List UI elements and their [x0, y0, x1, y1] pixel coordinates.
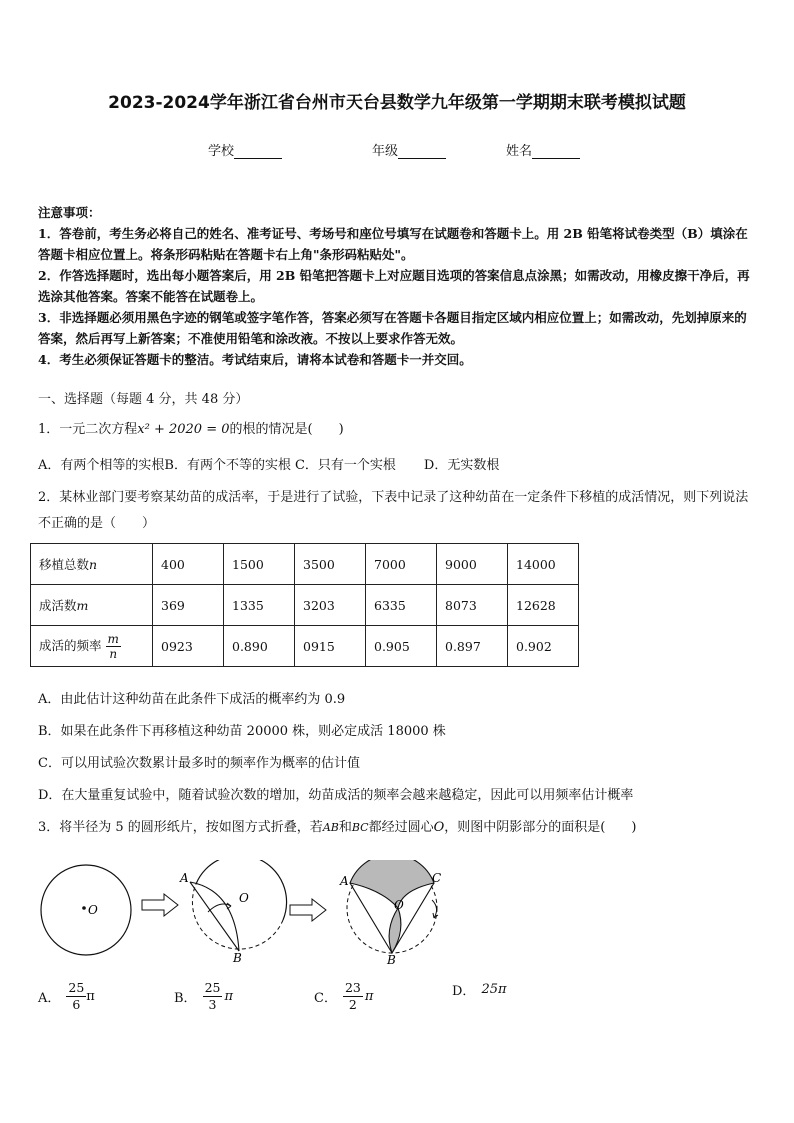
page-title: 2023-2024学年浙江省台州市天台县数学九年级第一学期期末联考模拟试题 [108, 93, 686, 113]
seedling-table [30, 543, 579, 667]
cell: 0.890 [224, 626, 295, 667]
q1-stem-before: 1．一元二次方程 [38, 422, 138, 437]
question-2-stem: 2．某林业部门要考察某幼苗的成活率，于是进行了试验，下表中记录了这种幼苗在一定条件下移植的成活情况，则下列说法不正确的是（ ） [38, 490, 749, 531]
school-label: 学校 [208, 144, 235, 159]
cell: 3203 [295, 585, 366, 626]
q2-option-c: C．可以用试验次数累计最多时的频率作为概率的估计值 [38, 756, 360, 771]
table-row [31, 585, 579, 626]
grade-blank [398, 145, 446, 159]
section-heading: 一、选择题（每题 4 分，共 48 分） [38, 392, 249, 407]
paper-circle [41, 865, 131, 955]
q1-equation: x² + 2020 = 0 [137, 422, 230, 437]
arrow-icon [290, 899, 326, 921]
school-field [208, 140, 282, 159]
center-dot [82, 906, 86, 910]
question-1 [38, 417, 758, 443]
table-row [31, 626, 579, 667]
label-b3: B [387, 953, 396, 967]
cell: 8073 [437, 585, 508, 626]
q3-option-a: A． $\frac{25}{6}$ π [38, 980, 95, 1012]
fold-arrowhead-icon [227, 903, 231, 909]
label-o3: O [394, 898, 404, 912]
cell: 1335 [224, 585, 295, 626]
arrow-icon [142, 894, 178, 916]
cell: 0915 [295, 626, 366, 667]
notes-block [38, 202, 758, 370]
q1-option-a: A．有两个相等的实根 [38, 458, 165, 473]
arc-bc: BC [351, 821, 369, 834]
notes-item-2: 2．作答选择题时，选出每小题答案后，用 2B 铅笔把答题卡上对应题目选项的答案信息点涂黑；如需改动，用橡皮擦干净后，再选涂其他答案。答案不能答在试题卷上。 [38, 268, 750, 304]
folding-figure [30, 860, 450, 975]
table-row [31, 544, 579, 585]
cell: 3500 [295, 544, 366, 585]
cell: 0923 [153, 626, 224, 667]
q3-option-c: C． $\frac{23}{2}$ π [314, 980, 374, 1012]
q3-option-d: D． 25π [452, 982, 507, 999]
cell: 12628 [508, 585, 579, 626]
q1-option-d: D．无实数根 [423, 458, 500, 473]
grade-label: 年级 [372, 144, 399, 159]
notes-item-4: 4．考生必须保证答题卡的整洁。考试结束后，请将本试卷和答题卡一并交回。 [38, 352, 472, 367]
cell: 1500 [224, 544, 295, 585]
notes-item-1: 1．答卷前，考生务必将自己的姓名、准考证号、考场号和座位号填写在试题卷和答题卡上。用 2B 铅笔将试卷类型（B）填涂在答题卡相应位置上。将条形码粘贴在答题卡右上角"条形码粘贴处"。 [38, 226, 748, 262]
name-blank [532, 145, 580, 159]
q2-option-d: D．在大量重复试验中，随着试验次数的增加，幼苗成活的频率会越来越稳定，因此可以用频率估计概率 [38, 788, 634, 803]
label-a3: A [340, 874, 349, 888]
school-blank [234, 145, 282, 159]
cell: 0.902 [508, 626, 579, 667]
cell: 9000 [437, 544, 508, 585]
grade-field [372, 140, 446, 159]
q1-stem-after: 的根的情况是( ) [229, 422, 344, 437]
fold-direction-icon [432, 900, 437, 918]
notes-heading: 注意事项： [38, 205, 101, 220]
row-label-frequency: 成活的频率 $\frac{m}{n}$ [31, 626, 153, 667]
label-o1: O [88, 903, 98, 917]
label-c3: C [432, 871, 442, 885]
cell: 6335 [366, 585, 437, 626]
row-label-survived: 成活数m [31, 585, 153, 626]
notes-item-3: 3．非选择题必须用黑色字迹的钢笔或签字笔作答，答案必须写在答题卡各题目指定区域内相应位置上；如需改动，先划掉原来的答案，然后再写上新答案；不准使用铅笔和涂改液。不按以上要求作答无效。 [38, 310, 747, 346]
label-b2: B [233, 951, 242, 965]
name-label: 姓名 [506, 144, 533, 159]
cell: 0.905 [366, 626, 437, 667]
cell: 369 [153, 585, 224, 626]
cell: 7000 [366, 544, 437, 585]
cell: 400 [153, 544, 224, 585]
label-o2: O [239, 891, 249, 905]
cell: 14000 [508, 544, 579, 585]
cell: 0.897 [437, 626, 508, 667]
name-field [506, 140, 580, 159]
q1-option-b: B．有两个不等的实根 [164, 458, 291, 473]
q3-option-b: B． $\frac{25}{3}$ π [174, 980, 234, 1012]
row-label-total: 移植总数n [31, 544, 153, 585]
label-a2: A [180, 871, 189, 885]
q2-option-b: B．如果在此条件下再移植这种幼苗 20000 株，则必定成活 18000 株 [38, 724, 446, 739]
shaded-region-top [350, 860, 434, 908]
q1-options [38, 453, 758, 479]
shaded-region-bottom [389, 908, 401, 953]
question-3-stem: 3．将半径为 5 的圆形纸片，按如图方式折叠，若AB和BC都经过圆心O，则图中阴影部分的面积是( ) [38, 820, 637, 835]
q2-option-a: A．由此估计这种幼苗在此条件下成活的概率约为 0.9 [38, 692, 346, 707]
arc-ab: AB [322, 821, 339, 834]
q1-option-c: C．只有一个实根 [294, 458, 396, 473]
